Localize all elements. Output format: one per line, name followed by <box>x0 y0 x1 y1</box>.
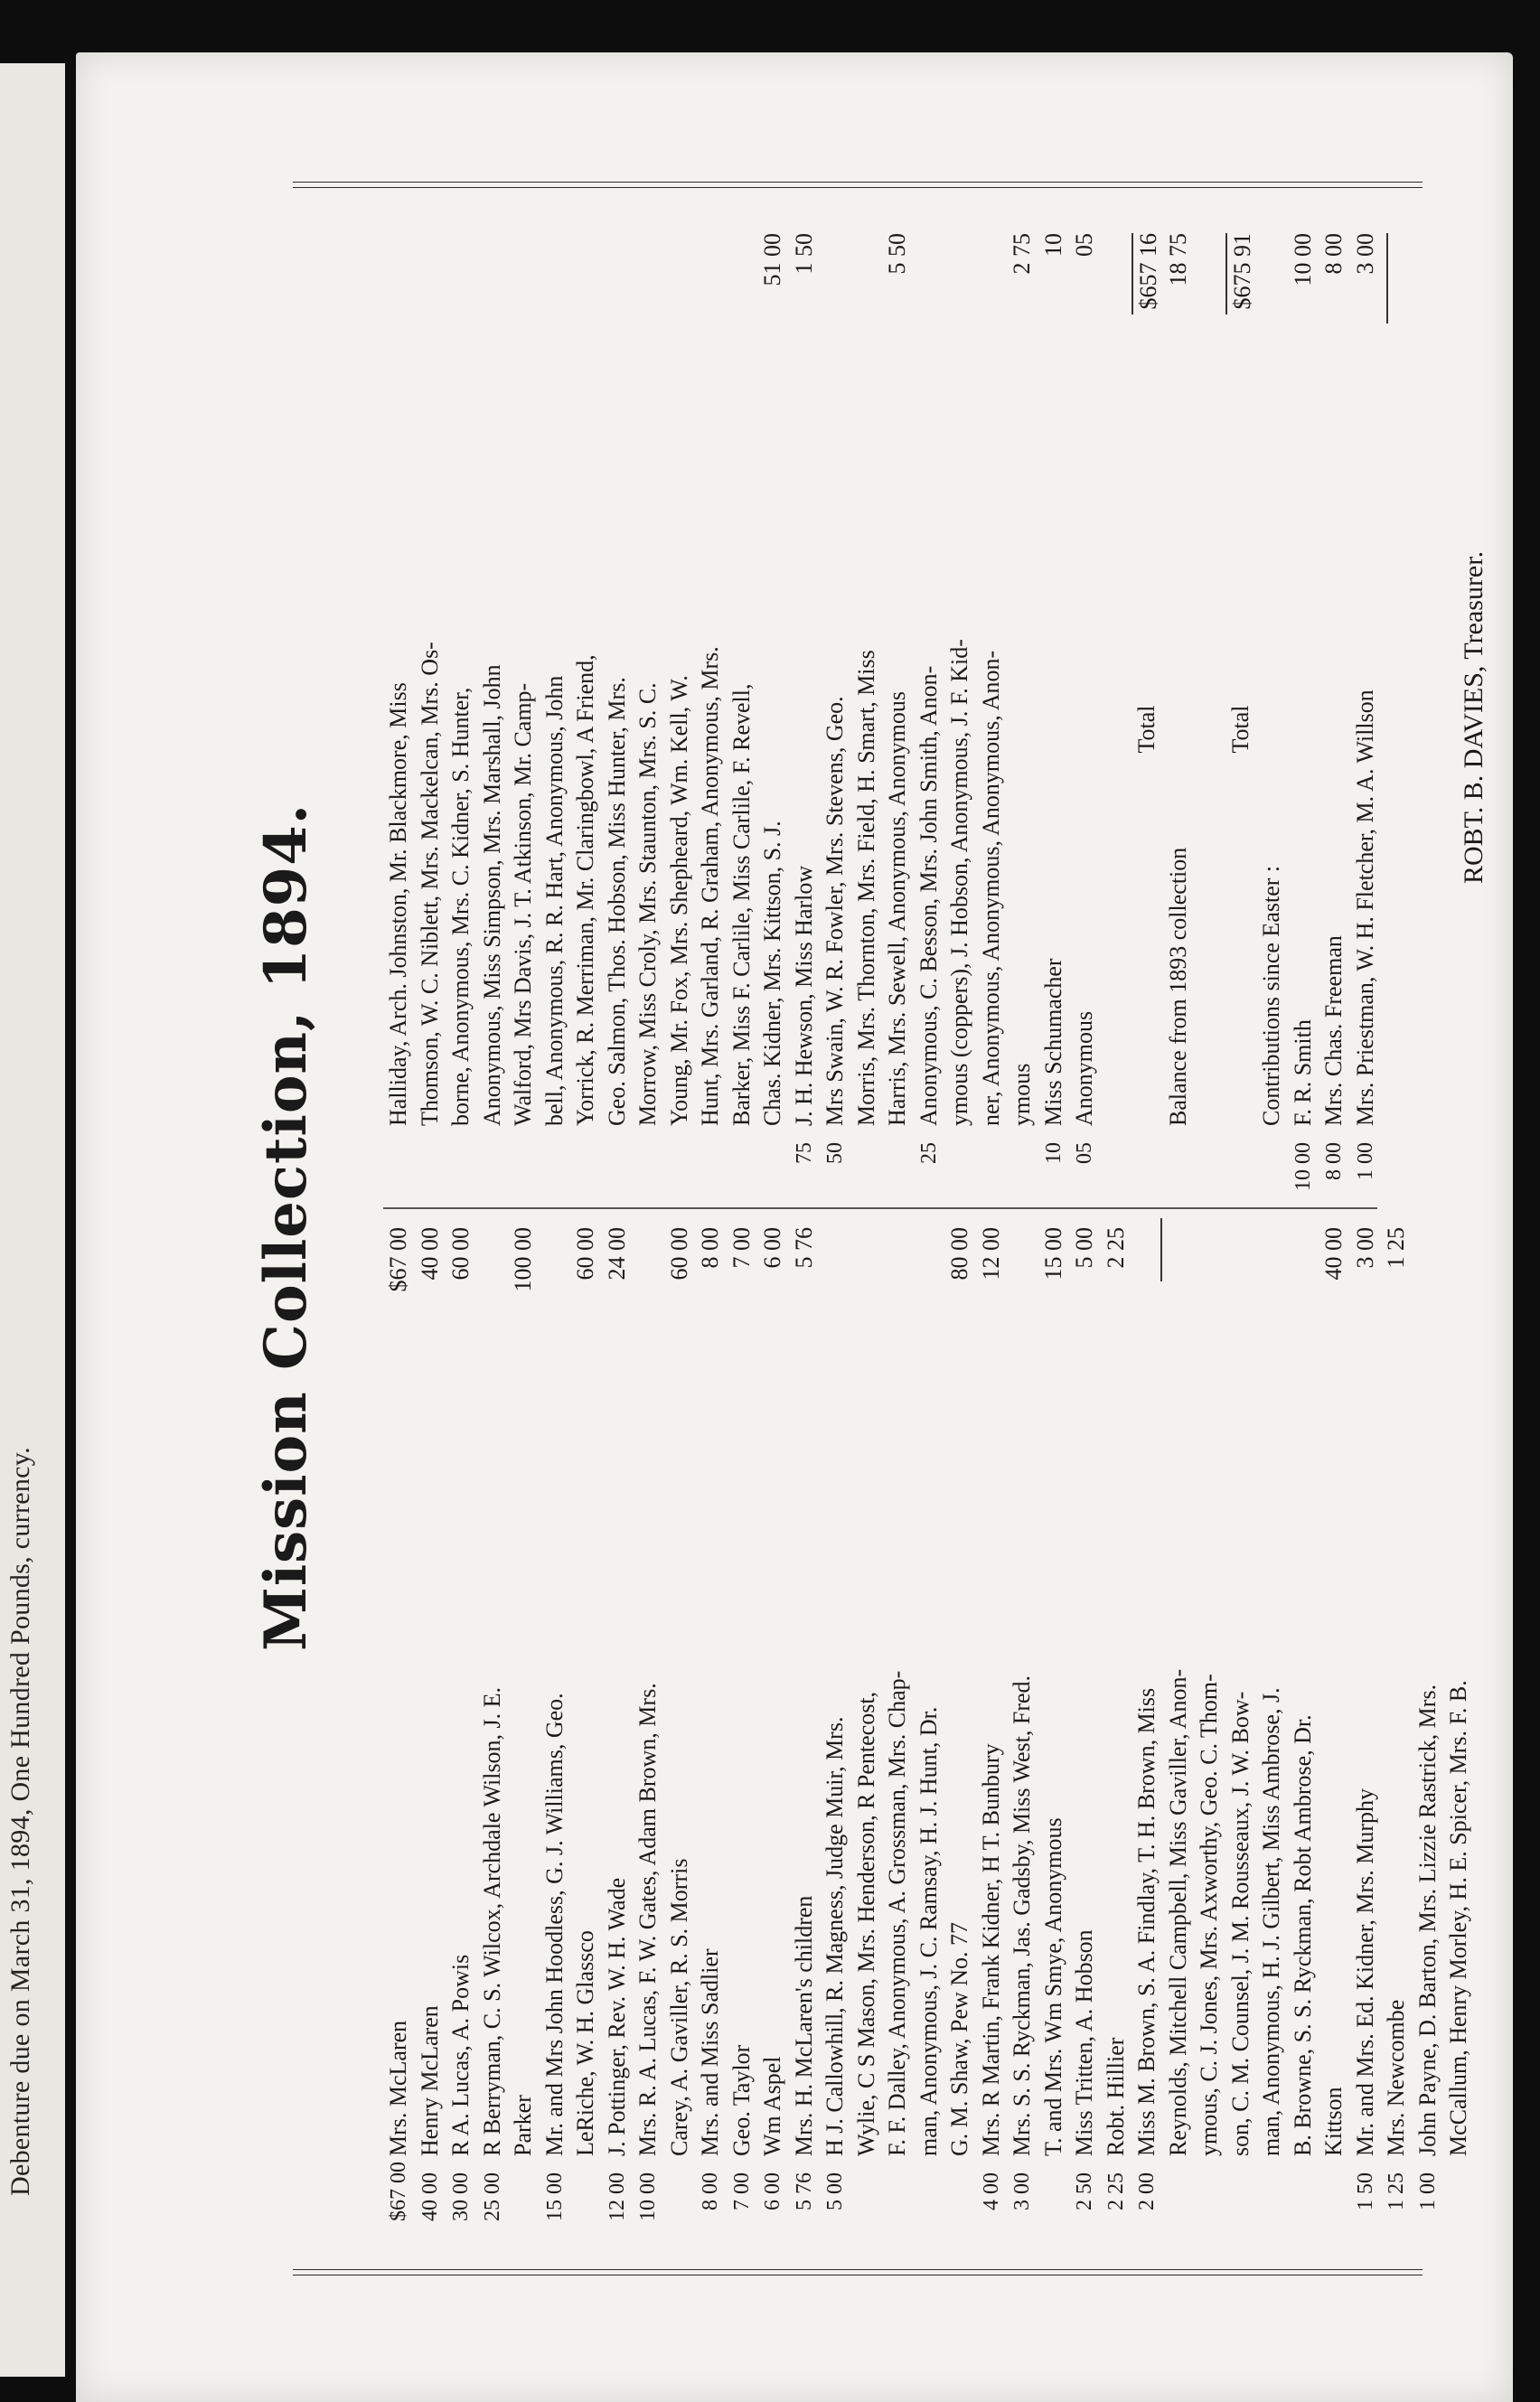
list-item <box>944 233 976 1191</box>
contributor-names: Mr. and Mrs. Ed. Kidner, Mrs. Murphy <box>1351 1788 1378 2156</box>
list-item <box>633 1227 664 2221</box>
line-amount: $67 00 <box>385 1227 411 1292</box>
contributor-names: G. M. Shaw, Pew No. 77 <box>946 1921 972 2156</box>
contributor-names: Wylie, C S Mason, Mrs. Henderson, R Pentecost, <box>852 1691 879 2156</box>
list-item <box>1194 233 1225 1191</box>
list-item <box>1319 1227 1350 2221</box>
contributor-names: Miss M. Brown, S. A. Findlay, T. H. Brown, Miss <box>1133 1687 1160 2156</box>
contributor-names: Balance from 1893 collection <box>1164 847 1191 1126</box>
list-item <box>1163 1227 1195 2221</box>
contributor-names: Mrs. R. A. Lucas, F. W. Gates, Adam Brown, Mrs. <box>634 1683 661 2156</box>
rate-amount: 2 50 <box>1073 2172 1096 2210</box>
list-item <box>727 1227 758 2221</box>
list-item <box>851 1227 883 2221</box>
list-item <box>1443 1227 1475 2221</box>
rate-amount: 15 00 <box>542 2172 567 2221</box>
rate-amount: 1 50 <box>1353 2172 1377 2210</box>
list-item <box>1069 1227 1101 2221</box>
rate-amount: 5 76 <box>792 2172 816 2210</box>
rate-amount: 75 <box>792 1142 816 1164</box>
list-item <box>664 1227 696 2221</box>
contributor-names: Total <box>1133 705 1160 754</box>
contributor-names: man, Anonymous, J. C. Ramsay, H. J. Hunt, Dr. <box>915 1706 942 2156</box>
list-item <box>477 1227 509 2221</box>
list-item <box>570 1227 602 2221</box>
rate-amount: 8 00 <box>1322 1142 1346 1180</box>
list-item <box>1194 1227 1225 2221</box>
rate-amount: 2 00 <box>1135 2172 1159 2210</box>
contributor-names: man, Anonymous, H. J. Gilbert, Miss Ambrose, J. <box>1258 1687 1284 2156</box>
contributor-names: bell, Anonymous, R. R. Hart, Anonymous, John <box>540 675 568 1126</box>
line-amount: 24 00 <box>603 1227 630 1281</box>
contributor-names: McCallum, Henry Morley, H. E. Spicer, Mrs. F. B. <box>1445 1680 1471 2156</box>
bottom-rule-left <box>1160 1218 1162 1281</box>
list-item <box>446 233 477 1191</box>
list-item <box>695 1227 727 2221</box>
line-amount: $675 91 <box>1225 233 1259 314</box>
contributor-names: Mrs. R Martin, Frank Kidner, H T. Bunbury <box>977 1743 1004 2156</box>
contributor-names: Robt. Hillier <box>1102 2037 1129 2156</box>
list-item <box>1350 233 1382 1191</box>
line-amount: $657 16 <box>1132 233 1165 314</box>
list-item <box>914 233 945 1191</box>
list-item <box>1350 1227 1382 2221</box>
contributor-names: F. F. Dalley, Anonymous, A. Grossman, Mrs. Chap- <box>884 1670 910 2156</box>
list-item <box>602 1227 634 2221</box>
contributor-names: Mrs Swain, W. R. Fowler, Mrs. Stevens, Geo. <box>822 696 848 1126</box>
list-item <box>1225 233 1257 1191</box>
list-item <box>727 233 758 1191</box>
list-item <box>508 1227 540 2221</box>
rate-amount: 8 00 <box>699 2172 722 2210</box>
contributor-names: Thomson, W. C. Niblett, Mrs. Mackelcan, Mrs. Os- <box>416 642 443 1126</box>
list-item <box>914 1227 945 2221</box>
list-item <box>1069 233 1101 1191</box>
line-amount: 8 00 <box>697 1227 723 1269</box>
contributor-names: Mrs. McLaren <box>385 2020 411 2156</box>
contributor-names: Parker <box>510 2095 536 2156</box>
list-item <box>477 233 509 1191</box>
rate-amount: 10 00 <box>1291 1142 1315 1191</box>
list-item <box>976 1227 1008 2221</box>
list-item <box>1256 233 1288 1191</box>
list-item <box>976 233 1008 1191</box>
rate-amount: 50 <box>823 1142 847 1164</box>
rate-amount: 10 <box>1041 1142 1066 1164</box>
contributor-names: Hunt, Mrs. Garland, R. Graham, Anonymous, Mrs. <box>697 646 723 1126</box>
line-amount: 8 00 <box>1320 233 1347 275</box>
list-item <box>1381 1227 1413 2221</box>
list-item <box>633 233 664 1191</box>
previous-page-header <box>5 208 36 2196</box>
contributor-names: Henry McLaren <box>416 2005 443 2156</box>
list-item <box>1007 233 1038 1191</box>
contributor-names: Mrs. H. McLaren's children <box>790 1895 817 2156</box>
contributor-names: ymous <box>1009 1063 1035 1126</box>
rate-amount: 6 00 <box>761 2172 784 2210</box>
list-item <box>1038 233 1070 1191</box>
contributor-names: R Berryman, C. S. Wilcox, Archdale Wilson, J. E. <box>478 1686 505 2156</box>
contributor-names: Chas. Kidner, Mrs. Kittson, S. J. <box>759 821 785 1126</box>
right-border-line-2 <box>293 182 1423 183</box>
line-amount: 5 50 <box>884 233 910 275</box>
list-item <box>540 233 571 1191</box>
contributor-names: Barker, Miss F. Carlile, Miss Carlile, F. Revell, <box>728 683 755 1126</box>
contributor-names: Harris, Mrs. Sewell, Anonymous, Anonymous <box>884 691 910 1126</box>
document-page <box>76 52 1513 2402</box>
rate-amount: 5 00 <box>823 2172 847 2210</box>
contributor-names: Anonymous <box>1071 1010 1097 1126</box>
contributor-names: Geo. Taylor <box>728 2044 755 2156</box>
line-amount: 12 00 <box>977 1227 1004 1281</box>
rate-amount: 10 00 <box>636 2172 660 2221</box>
list-item <box>789 233 821 1191</box>
line-amount: 5 76 <box>790 1227 817 1269</box>
rate-amount: 25 <box>916 1142 941 1164</box>
contributor-names: J. Pottinger, Rev. W. H. Wade <box>603 1877 630 2156</box>
contributor-names: John Payne, D. Barton, Mrs. Lizzie Rastrick, Mrs. <box>1413 1684 1441 2156</box>
line-amount: 1 50 <box>790 233 817 275</box>
contributor-names: son, C. M. Counsel, J. M. Rousseaux, J. W. Bow- <box>1226 1691 1254 2156</box>
contributor-names: B. Browne, S. S. Ryckman, Robt Ambrose, Dr. <box>1289 1714 1316 2156</box>
rate-amount: $67 00 <box>387 2162 410 2221</box>
line-amount: 05 <box>1071 233 1097 257</box>
list-item <box>383 1227 415 2221</box>
line-amount: 2 25 <box>1102 1227 1129 1269</box>
debenture-line: Debenture due on March 31, 1894, One Hundred Pounds, currency. <box>5 1447 35 2196</box>
contributor-names: R A. Lucas, A. Powis <box>447 1954 474 2156</box>
contributor-names: Young, Mr. Fox, Mrs. Shepheard, Wm. Kell, W. <box>665 675 692 1126</box>
rate-amount: 30 00 <box>449 2172 473 2221</box>
list-item <box>508 233 540 1191</box>
list-item <box>695 233 727 1191</box>
contributor-names: F. R. Smith <box>1289 1019 1316 1126</box>
contributor-names: Anonymous, C. Besson, Mrs. John Smith, Anon- <box>915 665 942 1126</box>
previous-page-edge <box>0 63 65 2377</box>
contributor-names: Mrs. Chas. Freeman <box>1320 935 1347 1126</box>
right-border-line <box>293 187 1423 188</box>
line-amount: 18 75 <box>1164 233 1191 286</box>
list-item <box>820 1227 851 2221</box>
list-item <box>944 1227 976 2221</box>
rate-amount: 1 00 <box>1415 2172 1440 2210</box>
treasurer-header <box>1459 551 1489 884</box>
list-item <box>602 233 634 1191</box>
contributor-names: ymous, C. J. Jones, Mrs. Axworthy, Geo. C. Thom- <box>1196 1674 1222 2156</box>
list-item <box>1132 233 1163 1191</box>
rate-amount: 1 00 <box>1353 1142 1377 1180</box>
list-item <box>1225 1227 1257 2221</box>
previous-page-rotated-header <box>0 63 65 2377</box>
line-amount: 7 00 <box>728 1227 755 1269</box>
list-item <box>664 233 696 1191</box>
contributor-names: Reynolds, Mitchell Campbell, Miss Gaviller, Anon- <box>1164 1668 1191 2156</box>
page-title: Mission Collection, 1894. <box>252 802 320 1652</box>
treasurer-line: ROBT. B. DAVIES, Treasurer. <box>1459 550 1488 884</box>
line-amount: 15 00 <box>1039 1227 1066 1281</box>
contributor-names: Mrs. and Miss Sadlier <box>697 1948 723 2156</box>
line-amount: 60 00 <box>665 1227 692 1281</box>
line-amount: 51 00 <box>759 233 785 286</box>
list-item <box>789 1227 821 2221</box>
contributor-names: Anonymous, Miss Simpson, Mrs. Marshall, John <box>478 664 505 1126</box>
line-amount: 2 75 <box>1009 233 1035 275</box>
list-item <box>757 233 789 1191</box>
list-item <box>1007 1227 1038 2221</box>
contributor-names: ymous (coppers), J. Hobson, Anonymous, J. F. Kid- <box>946 639 972 1126</box>
line-amount: 3 00 <box>1351 1227 1378 1269</box>
line-amount: 40 00 <box>416 1227 443 1281</box>
contributor-names: Miss Schumacher <box>1039 958 1066 1126</box>
list-item <box>383 233 415 1191</box>
list-item <box>757 1227 789 2221</box>
line-amount: 100 00 <box>510 1227 536 1292</box>
contributor-names: Kittson <box>1320 2087 1347 2156</box>
contributor-names: Contributions since Easter : <box>1258 865 1284 1126</box>
rate-amount: 3 00 <box>1010 2172 1034 2210</box>
line-amount: 60 00 <box>572 1227 598 1281</box>
line-amount: 80 00 <box>946 1227 972 1281</box>
line-amount: 3 00 <box>1351 233 1378 275</box>
rate-amount: 40 00 <box>418 2172 442 2221</box>
contributor-names: LeRiche, W. H. Glassco <box>572 1930 598 2156</box>
contributor-names: Carey, A. Gaviller, R. S. Morris <box>665 1858 692 2156</box>
contributor-names: borne, Anonymous, Mrs. C. Kidner, S. Hunter, <box>447 687 474 1126</box>
line-amount: 40 00 <box>1320 1227 1347 1281</box>
list-item <box>1319 233 1350 1191</box>
contributor-names: Morrow, Miss Croly, Mrs. Staunton, Mrs. S. C. <box>634 682 661 1126</box>
contributor-names: H J. Callowhill, R. Magness, Judge Muir, Mrs. <box>822 1716 848 2156</box>
line-amount: 60 00 <box>447 1227 474 1281</box>
rate-amount: 12 00 <box>605 2172 629 2221</box>
contributor-names: Mr. and Mrs John Hoodless, G. J. Williams, Geo. <box>540 1693 568 2156</box>
list-item <box>1132 1227 1163 2221</box>
contributor-names: Total <box>1226 705 1254 754</box>
list-item <box>415 233 446 1191</box>
line-amount: 10 <box>1039 233 1066 257</box>
bottom-rule-right <box>1386 233 1388 324</box>
rate-amount: 1 25 <box>1385 2172 1408 2210</box>
list-item <box>1413 1227 1444 2221</box>
contributor-names: Geo. Salmon, Thos. Hobson, Miss Hunter, Mrs. <box>603 677 630 1126</box>
list-item <box>446 1227 477 2221</box>
contributor-names: Halliday, Arch. Johnston, Mr. Blackmore, Miss <box>385 682 411 1126</box>
left-border-line-2 <box>293 2269 1423 2270</box>
list-item <box>415 1227 446 2221</box>
contributor-names: Mrs. Priestman, W. H. Fletcher, M. A. Willson <box>1351 690 1378 1126</box>
contributor-names: T. and Mrs. Wm Smye, Anonymous <box>1039 1817 1066 2156</box>
contributor-names: Wm Aspel <box>759 2056 785 2156</box>
rate-amount: 7 00 <box>729 2172 754 2210</box>
list-item <box>570 233 602 1191</box>
list-item <box>1256 1227 1288 2221</box>
contributor-names: Mrs. S. S. Ryckman, Jas. Gadsby, Miss West, Fred. <box>1009 1675 1035 2156</box>
line-amount: 10 00 <box>1289 233 1316 286</box>
rate-amount: 25 00 <box>480 2172 504 2221</box>
column-divider <box>383 1207 1377 1209</box>
line-amount: 5 00 <box>1071 1227 1097 1269</box>
rate-amount: 2 25 <box>1103 2172 1128 2210</box>
list-item <box>1288 233 1319 1191</box>
contributor-names: J. H. Hewson, Miss Harlow <box>790 865 817 1126</box>
list-item <box>882 1227 914 2221</box>
contributor-names: Walford, Mrs Davis, J. T. Atkinson, Mr. Camp- <box>510 682 536 1126</box>
contributor-names: Miss Tritten, A. Hobson <box>1071 1929 1097 2156</box>
contributor-names: Yorrick, R. Merriman, Mr. Claringbowl, A Friend, <box>572 654 598 1126</box>
contributor-names: Morris, Mrs. Thornton, Mrs. Field, H. Smart, Miss <box>852 650 879 1126</box>
list-item <box>882 233 914 1191</box>
line-amount: 1 25 <box>1383 1227 1409 1269</box>
list-item <box>1163 233 1195 1191</box>
list-item <box>820 233 851 1191</box>
list-item <box>1101 233 1132 1191</box>
contributor-names: ner, Anonymous, Anonymous, Anonymous, Anon- <box>977 650 1004 1126</box>
rate-amount: 4 00 <box>979 2172 1003 2210</box>
list-item <box>851 233 883 1191</box>
list-item <box>1101 1227 1132 2221</box>
rate-amount: 05 <box>1073 1142 1096 1164</box>
list-item <box>540 1227 571 2221</box>
list-item <box>1288 1227 1319 2221</box>
rotated-page-content <box>76 52 1513 2402</box>
list-item <box>1038 1227 1070 2221</box>
right-column <box>383 233 1381 1191</box>
line-amount: 6 00 <box>759 1227 785 1269</box>
contributor-names: Mrs. Newcombe <box>1383 1999 1409 2156</box>
left-column <box>383 1227 1475 2221</box>
